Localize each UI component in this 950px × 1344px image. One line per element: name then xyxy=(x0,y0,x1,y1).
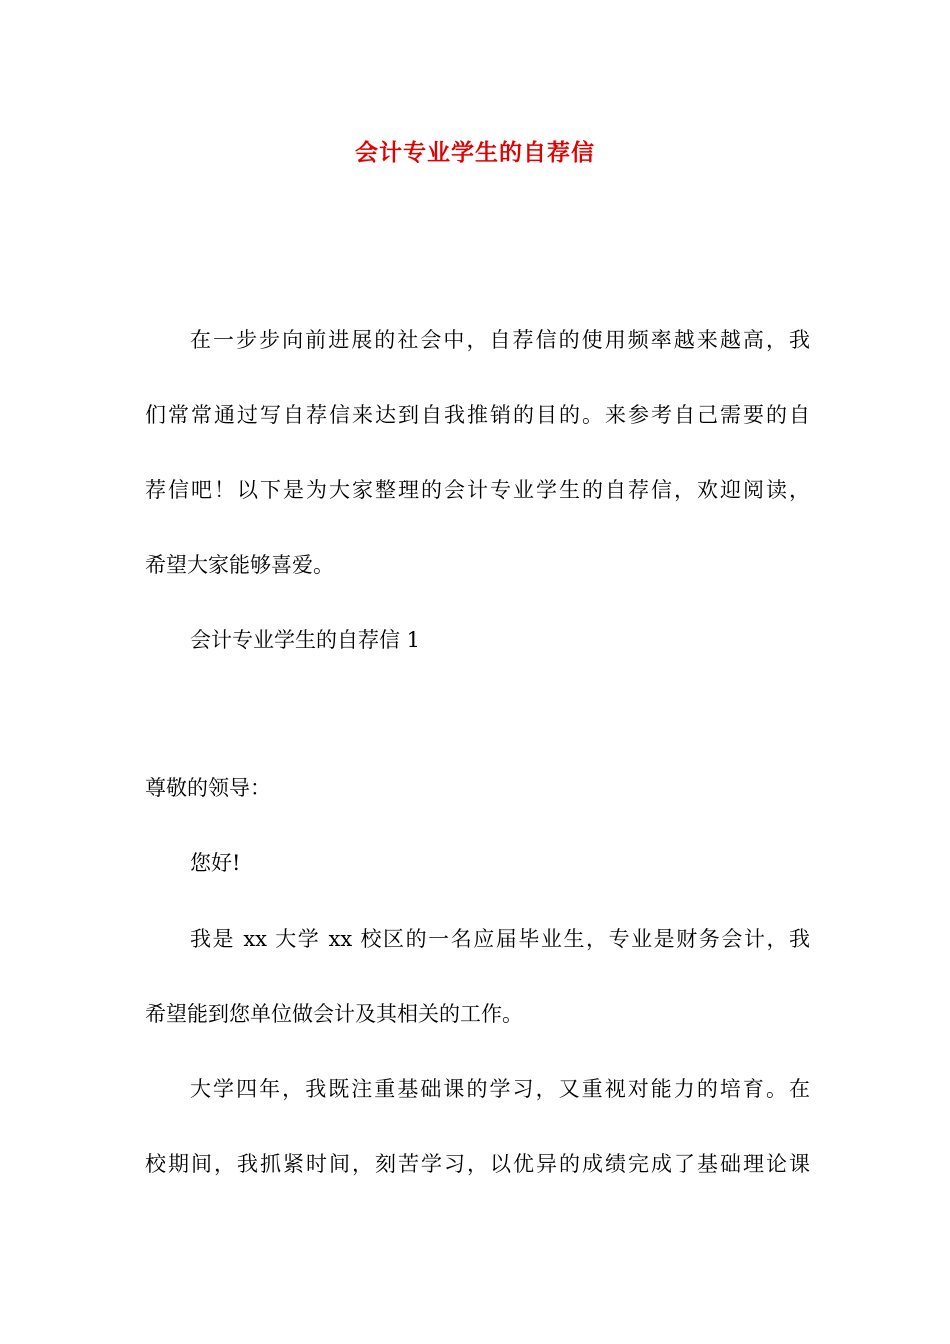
paragraph1-line-1: 我是 xx 大学 xx 校区的一名应届毕业生，专业是财务会计，我 xyxy=(190,927,810,951)
paragraph2-line-1: 大学四年，我既注重基础课的学习，又重视对能力的培育。在 xyxy=(190,1077,810,1101)
greeting: 您好! xyxy=(190,851,241,875)
document-title: 会计专业学生的自荐信 xyxy=(355,139,595,166)
paragraph2-line-2: 校期间，我抓紧时间，刻苦学习，以优异的成绩完成了基础理论课 xyxy=(145,1152,810,1176)
salutation: 尊敬的领导： xyxy=(145,776,271,800)
intro-line-4: 希望大家能够喜爱。 xyxy=(145,553,334,577)
paragraph1-line-2: 希望能到您单位做会计及其相关的工作。 xyxy=(145,1002,523,1026)
intro-line-1: 在一步步向前进展的社会中，自荐信的使用频率越来越高，我 xyxy=(190,328,810,352)
intro-line-3: 荐信吧！以下是为大家整理的会计专业学生的自荐信，欢迎阅读， xyxy=(145,478,810,502)
intro-line-2: 们常常通过写自荐信来达到自我推销的目的。来参考自己需要的自 xyxy=(145,403,810,427)
section-heading: 会计专业学生的自荐信 1 xyxy=(190,628,421,652)
